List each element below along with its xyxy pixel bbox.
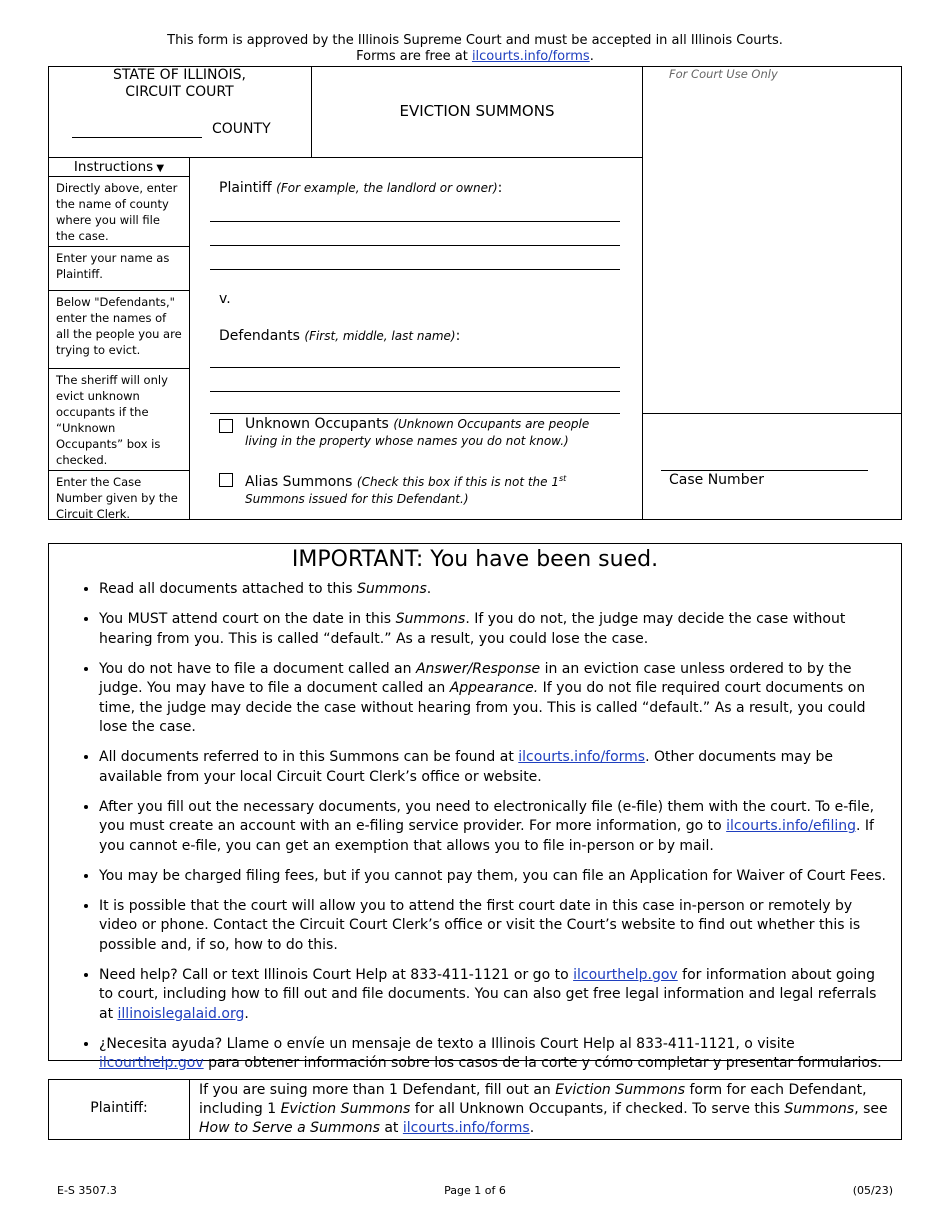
approval-notice <box>0 33 950 65</box>
court-help-link-es[interactable]: ilcourthelp.gov <box>99 1055 204 1071</box>
defendant-line-3[interactable] <box>210 398 620 414</box>
alias-summons-checkbox[interactable] <box>219 473 233 487</box>
list-item: • You do not have to file a document called an Answer/Response in an eviction case unless ordered to by the judge. You may have to file a document called an Appearance. If you do not file required court documents on time, the judge may decide the case without hearing from you. This is called “default.” As a result, you could lose the case. <box>99 660 893 738</box>
defendant-line-1[interactable] <box>210 352 620 368</box>
efiling-link[interactable]: ilcourts.info/efiling <box>726 818 857 834</box>
instructions-heading[interactable]: Instructions ▼ <box>49 158 189 177</box>
case-number-field[interactable] <box>661 455 868 471</box>
caption-divider-right <box>642 66 643 520</box>
revision-date: (05/23) <box>852 1184 893 1197</box>
instruction-county: Directly above, enter the name of county where you will file the case. <box>49 177 189 247</box>
instructions-column <box>49 158 189 519</box>
important-heading: IMPORTANT: You have been sued. <box>291 547 659 572</box>
court-help-link[interactable]: ilcourthelp.gov <box>573 966 678 983</box>
unknown-occupants-checkbox[interactable] <box>219 419 233 433</box>
list-item: • After you fill out the necessary documents, you need to electronically file (e-file) them with the court. To e-file, you must create an account with an e-filing service provider. For more information, go to ilcourts.info/efiling. If you cannot e-file, you can get an exemption that allows you to file in-person or by mail. <box>99 798 893 857</box>
page-number: Page 1 of 6 <box>444 1184 506 1197</box>
alias-summons-text: Alias Summons (Check this box if this is not the 1st Summons issued for this Defendant.) <box>245 474 567 506</box>
case-number-label: Case Number <box>669 472 764 488</box>
plaintiff-line-3[interactable] <box>210 254 620 270</box>
court-use-label: For Court Use Only <box>669 67 778 81</box>
versus-label: v. <box>219 291 231 307</box>
defendant-line-2[interactable] <box>210 376 620 392</box>
circuit-court-label: CIRCUIT COURT <box>125 84 234 100</box>
instruction-plaintiff: Enter your name as Plaintiff. <box>49 247 189 291</box>
list-item: • All documents referred to in this Summons can be found at ilcourts.info/forms. Other documents may be available from your local Circuit Court Clerk’s office or website. <box>99 748 893 787</box>
list-item: • It is possible that the court will allow you to attend the first court date in this case in-person or remotely by video or phone. Contact the Circuit Court Clerk’s office or visit the Court’s website to find out whether this is possible and, if so, how to do this. <box>99 897 893 956</box>
list-item: • Read all documents attached to this Summons. <box>99 580 893 600</box>
form-title: EVICTION SUMMONS <box>399 102 555 120</box>
plaintiff-heading: Plaintiff (For example, the landlord or owner): <box>219 180 503 196</box>
important-notice-box <box>48 543 902 1071</box>
county-name-field[interactable] <box>72 122 202 138</box>
approval-line: This form is approved by the Illinois Supreme Court and must be accepted in all Illinois Courts. <box>167 33 783 48</box>
caret-down-icon: ▼ <box>153 163 165 174</box>
caption-divider-instr <box>189 157 190 520</box>
instruction-defendants: Below "Defendants," enter the names of all the people you are trying to evict. <box>49 291 189 369</box>
list-item: • Need help? Call or text Illinois Court Help at 833-411-1121 or go to ilcourthelp.gov for information about going to court, including how to fill out and file documents. You can also get free legal information and legal referrals at illinoislegalaid.org. <box>99 966 893 1025</box>
unknown-occupants-text: Unknown Occupants (Unknown Occupants are people living in the property whose names you do not know.) <box>245 416 590 448</box>
plaintiff-note-divider <box>189 1079 190 1140</box>
important-list <box>49 580 901 1074</box>
forms-link[interactable]: ilcourts.info/forms <box>402 1120 530 1136</box>
list-item: • ¿Necesita ayuda? Llame o envíe un mensaje de texto a Illinois Court Help al 833-411-1121, o visite ilcourthelp.gov para obtener información sobre los casos de la corte y cómo completar y presentar formularios. <box>99 1035 893 1074</box>
state-label: STATE OF ILLINOIS, <box>112 67 247 83</box>
forms-link[interactable]: ilcourts.info/forms <box>471 49 590 64</box>
form-id: E-S 3507.3 <box>57 1184 117 1197</box>
forms-link[interactable]: ilcourts.info/forms <box>518 749 646 765</box>
court-heading <box>48 67 311 101</box>
defendants-heading: Defendants (First, middle, last name): <box>219 328 461 344</box>
list-item: • You MUST attend court on the date in this Summons. If you do not, the judge may decide the case without hearing from you. This is called “default.” As a result, you could lose the case. <box>99 610 893 649</box>
legal-aid-link[interactable]: illinoislegalaid.org <box>117 1005 245 1022</box>
plaintiff-line-2[interactable] <box>210 230 620 246</box>
plaintiff-note-text: If you are suing more than 1 Defendant, fill out an Eviction Summons form for each Defendant, including 1 Eviction Summons for all Unknown Occupants, if checked. To serve this Summons, see How to Serve a Summons at ilcourts.info/forms. <box>199 1082 888 1136</box>
county-label: COUNTY <box>212 121 271 137</box>
plaintiff-line-1[interactable] <box>210 206 620 222</box>
instruction-case-number: Enter the Case Number given by the Circuit Clerk. <box>56 475 178 521</box>
instruction-unknown-occupants: The sheriff will only evict unknown occupants if the “Unknown Occupants” box is checked. <box>49 369 189 471</box>
forms-free-line: Forms are free at ilcourts.info/forms. <box>356 49 594 64</box>
list-item: • You may be charged filing fees, but if you cannot pay them, you can file an Application for Waiver of Court Fees. <box>99 867 893 887</box>
plaintiff-note-label: Plaintiff: <box>90 1100 148 1116</box>
court-use-hline <box>642 413 902 414</box>
